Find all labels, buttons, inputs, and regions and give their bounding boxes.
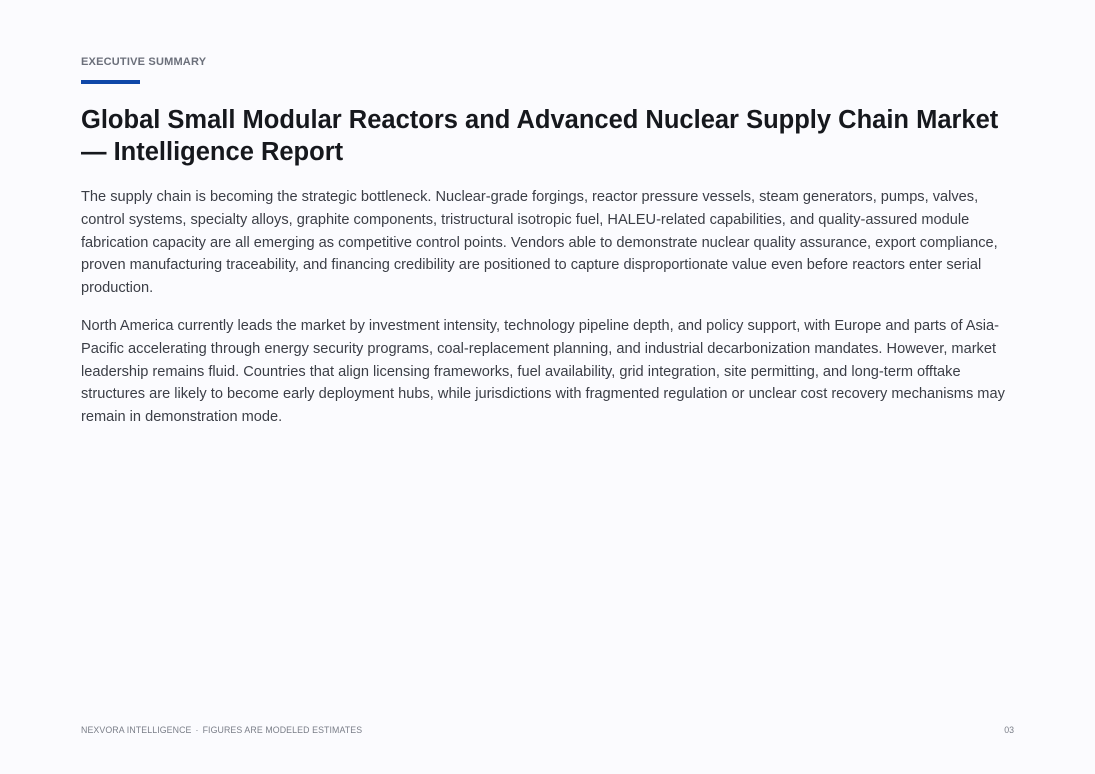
footer-separator: · — [195, 725, 199, 735]
summary-paragraph-2: North America currently leads the market by investment intensity, technology pipeline depth, and policy support, with Europe and parts of Asia-Pacific accelerating through energy security programs, coal-replacement planning, and industrial decarbonization mandates. However, market leadership remains fluid. Countries that align licensing frameworks, fuel availability, grid integration, site permitting, and long-term offtake structures are likely to become early deployment hubs, while jurisdictions with fragmented regulation or unclear cost recovery mechanisms may remain in demonstration mode. — [81, 317, 1005, 426]
summary-body — [81, 186, 1016, 444]
summary-paragraph-1: The supply chain is becoming the strategic bottleneck. Nuclear-grade forgings, reactor pressure vessels, steam generators, pumps, valves, control systems, specialty alloys, graphite components, tristructural isotropic fuel, HALEU-related capabilities, and quality-assured module fabrication capacity are all emerging as competitive control points. Vendors able to demonstrate nuclear quality assurance, export compliance, proven manufacturing traceability, and financing credibility are positioned to capture disproportionate value even before reactors enter serial production. — [81, 189, 998, 297]
footer-note: FIGURES ARE MODELED ESTIMATES — [202, 725, 363, 735]
footer-brand: NEXVORA INTELLIGENCE — [81, 725, 192, 735]
page-number: 03 — [1004, 725, 1014, 735]
footer-left — [81, 725, 362, 735]
accent-bar — [81, 80, 140, 84]
section-eyebrow: EXECUTIVE SUMMARY — [81, 56, 207, 68]
page-title: Global Small Modular Reactors and Advanced Nuclear Supply Chain Market — Intelligence Report — [81, 106, 999, 166]
report-page — [81, 0, 1016, 774]
